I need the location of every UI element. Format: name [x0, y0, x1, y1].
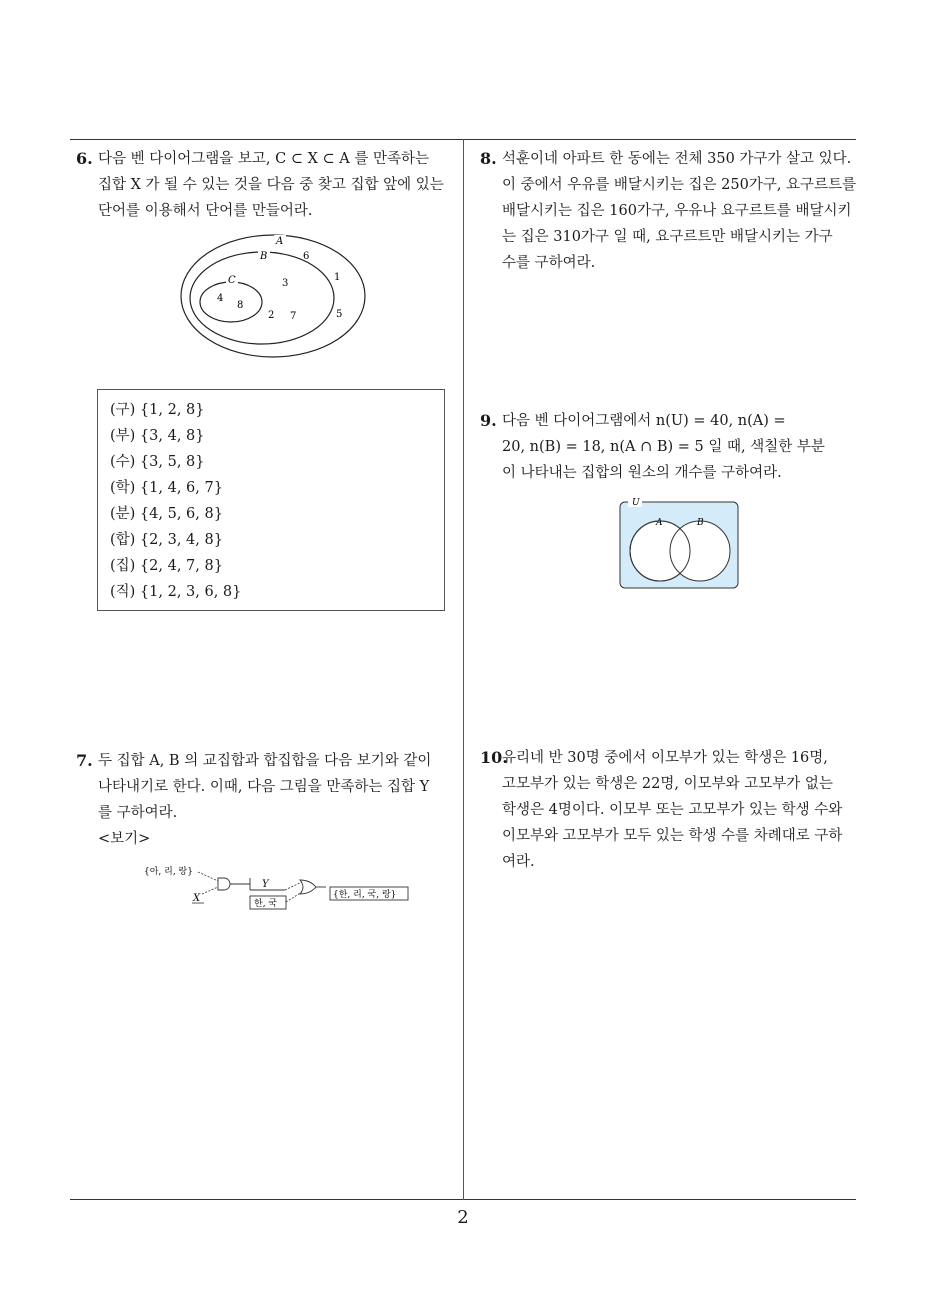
problem-10: [480, 745, 860, 875]
problem-text: 집합 X 가 될 수 있는 것을 다음 중 찾고 집합 앞에 있는: [98, 177, 444, 193]
problem-text: 이 나타내는 집합의 원소의 개수를 구하여라.: [502, 465, 782, 481]
set-label: A: [656, 518, 663, 528]
element: 3: [282, 278, 289, 289]
x-label: X: [193, 893, 201, 904]
problem-text: 나타내기로 한다. 이때, 다음 그림을 만족하는 집합 Y: [98, 779, 430, 795]
element: 8: [237, 300, 244, 311]
set-label: C: [228, 275, 236, 286]
element: 5: [336, 309, 343, 320]
choice-item: (수) {3, 5, 8}: [110, 454, 205, 470]
universal-set-label: U: [632, 498, 640, 508]
problem-number: 8.: [480, 149, 497, 168]
choice-item: (합) {2, 3, 4, 8}: [110, 532, 223, 548]
choice-item: (직) {1, 2, 3, 6, 8}: [110, 584, 242, 600]
y-label: Y: [262, 879, 269, 890]
element: 4: [217, 293, 224, 304]
choice-item: (구) {1, 2, 8}: [110, 402, 205, 418]
element: 2: [268, 310, 275, 321]
problem-9: [480, 408, 860, 486]
problem-text: 학생은 4명이다. 이모부 또는 고모부가 있는 학생 수와: [502, 802, 843, 818]
problem-text: 여라.: [502, 854, 535, 870]
choice-item: (학) {1, 4, 6, 7}: [110, 480, 223, 496]
problem-text: 두 집합 A, B 의 교집합과 합집합을 다음 보기와 같이: [98, 753, 432, 769]
venn-diagram-ab: [618, 494, 742, 592]
set-label: A: [276, 236, 284, 247]
input-set-label: {아, 리, 랑}: [144, 867, 193, 877]
problem-text: 고모부가 있는 학생은 22명, 이모부와 고모부가 없는: [502, 776, 833, 792]
problem-8: [480, 146, 860, 276]
box-label: 한, 국: [254, 899, 278, 909]
problem-text: 유리네 반 30명 중에서 이모부가 있는 학생은 16명,: [502, 750, 828, 766]
bogi-label: <보기>: [98, 831, 151, 847]
problem-number: 10.: [480, 748, 508, 767]
choice-item: (집) {2, 4, 7, 8}: [110, 558, 223, 574]
problem-number: 6.: [76, 149, 93, 168]
choice-item: (분) {4, 5, 6, 8}: [110, 506, 223, 522]
set-operation-diagram: [140, 860, 415, 912]
element: 7: [290, 311, 297, 322]
problem-number: 7.: [76, 751, 93, 770]
element: 6: [303, 251, 310, 262]
problem-text: 는 집은 310가구 일 때, 요구르트만 배달시키는 가구: [502, 229, 833, 245]
page-number: 2: [457, 1207, 469, 1228]
problem-text: 수를 구하여라.: [502, 255, 596, 271]
problem-text: 를 구하여라.: [98, 805, 178, 821]
problem-text: 단어를 이용해서 단어를 만들어라.: [98, 203, 313, 219]
choice-item: (부) {3, 4, 8}: [110, 428, 205, 444]
column-divider: [463, 139, 464, 1200]
problem-6: [76, 146, 456, 224]
problem-text: 이모부와 고모부가 모두 있는 학생 수를 차례대로 구하: [502, 828, 843, 844]
problem-text: 20, n(B) = 18, n(A ∩ B) = 5 일 때, 색칠한 부분: [502, 439, 825, 455]
problem-number: 9.: [480, 411, 497, 430]
output-set-label: {한, 리, 국, 랑}: [333, 890, 397, 900]
set-label: B: [260, 251, 268, 262]
element: 1: [334, 272, 341, 283]
problem-text: 이 중에서 우유를 배달시키는 집은 250가구, 요구르트를: [502, 177, 857, 193]
choices-box: [97, 389, 445, 611]
set-label: B: [697, 518, 704, 528]
problem-7: [76, 748, 456, 852]
venn-diagram-abc: [180, 232, 375, 362]
problem-text: 배달시키는 집은 160가구, 우유나 요구르트를 배달시키: [502, 203, 852, 219]
problem-text: 석훈이네 아파트 한 동에는 전체 350 가구가 살고 있다.: [502, 151, 852, 167]
problem-text: 다음 벤 다이어그램에서 n(U) = 40, n(A) =: [502, 413, 786, 429]
problem-text: 다음 벤 다이어그램을 보고, C ⊂ X ⊂ A 를 만족하는: [98, 151, 429, 167]
